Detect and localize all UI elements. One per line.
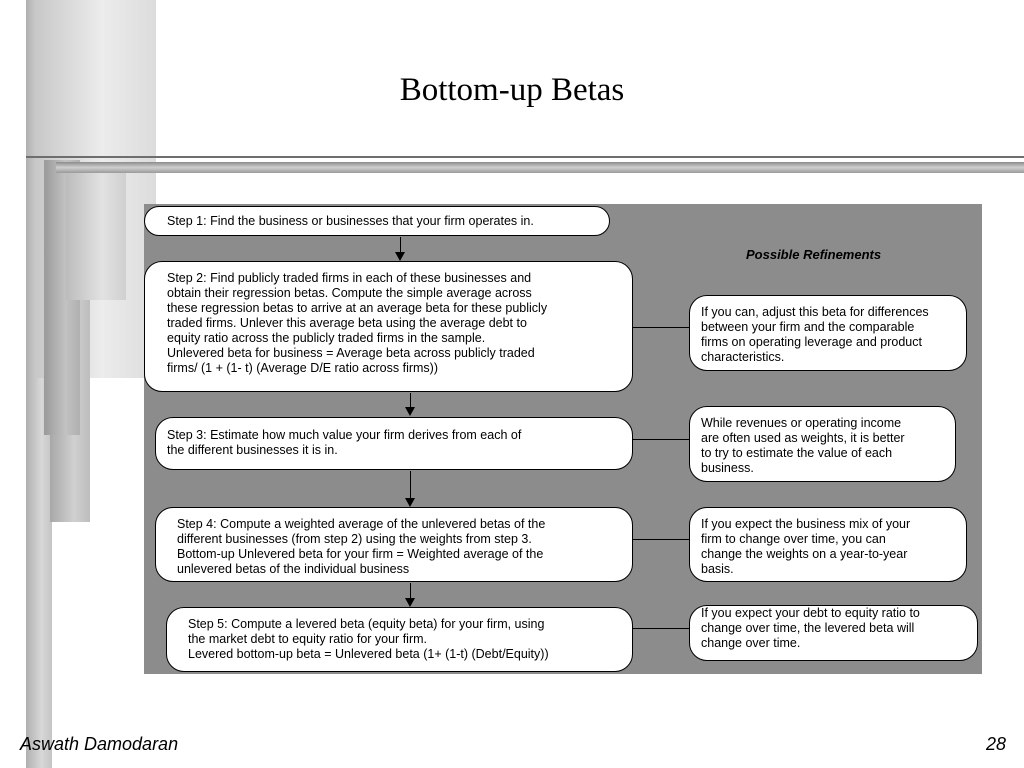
slide-title: Bottom-up Betas: [399, 72, 625, 108]
refinement-1-box: [689, 295, 967, 371]
refinement-4-box: [689, 605, 978, 661]
title-divider-band: [56, 162, 1024, 173]
refinement-2-text: While revenues or operating income are often used as weights, it is better to try to estimate the value of each business.: [701, 416, 905, 475]
author-footer: Aswath Damodaran: [20, 734, 179, 754]
step-1-box: [144, 206, 610, 236]
left-decor-bar-5: [66, 172, 126, 300]
step-2-text: Step 2: Find publicly traded firms in each of these businesses and obtain their regression betas. Compute the simple average across these regression betas to arrive at an average beta for these publicly traded firms. Unlever this average beta using the average debt to equity ratio across the publicly traded firms in the sample. Unlevered beta for business = Average beta across publicly traded firms/ (1 + (1- t) (Average D/E ratio across firms)): [167, 271, 548, 375]
refinement-3-text: If you expect the business mix of your firm to change over time, you can change the weights on a year-to-year basis.: [701, 517, 911, 576]
step-1-text: Step 1: Find the business or businesses that your firm operates in.: [167, 214, 534, 228]
arrow-2-shaft: [410, 393, 411, 407]
refinement-2-box: [689, 406, 956, 482]
refinement-4-text: If you expect your debt to equity ratio to change over time, the levered beta will change over time.: [701, 606, 920, 650]
arrow-1-head: [395, 252, 405, 261]
connector-step4-refinement3: [633, 539, 689, 540]
step-4-text: Step 4: Compute a weighted average of the unlevered betas of the different businesses (from step 2) using the weights from step 3. Bottom-up Unlevered beta for your firm = Weighted average of the unlevered betas of the individual business: [177, 517, 546, 576]
refinements-heading: Possible Refinements: [746, 247, 882, 262]
step-5-box: [166, 607, 633, 672]
connector-step5-refinement4: [633, 628, 689, 629]
arrow-3-shaft: [410, 471, 411, 498]
step-5-text: Step 5: Compute a levered beta (equity beta) for your firm, using the market debt to equity ratio for your firm. Levered bottom-up beta = Unlevered beta (1+ (1-t) (Debt/Equity)): [188, 617, 549, 661]
step-3-box: [155, 417, 633, 470]
step-3-text: Step 3: Estimate how much value your firm derives from each of the different businesses it is in.: [167, 428, 522, 457]
arrow-4-head: [405, 598, 415, 607]
connector-step2-refinement1: [633, 327, 689, 328]
refinement-1-text: If you can, adjust this beta for differences between your firm and the comparable firms on operating leverage and product characteristics.: [701, 305, 929, 364]
title-divider-line: [26, 156, 1024, 158]
step-2-box: [144, 261, 633, 392]
refinement-3-box: [689, 507, 967, 582]
arrow-1-shaft: [400, 237, 401, 252]
arrow-3-head: [405, 498, 415, 507]
page-number: 28: [985, 734, 1006, 754]
arrow-4-shaft: [410, 583, 411, 598]
arrow-2-head: [405, 407, 415, 416]
step-4-box: [155, 507, 633, 582]
connector-step3-refinement2: [633, 439, 689, 440]
